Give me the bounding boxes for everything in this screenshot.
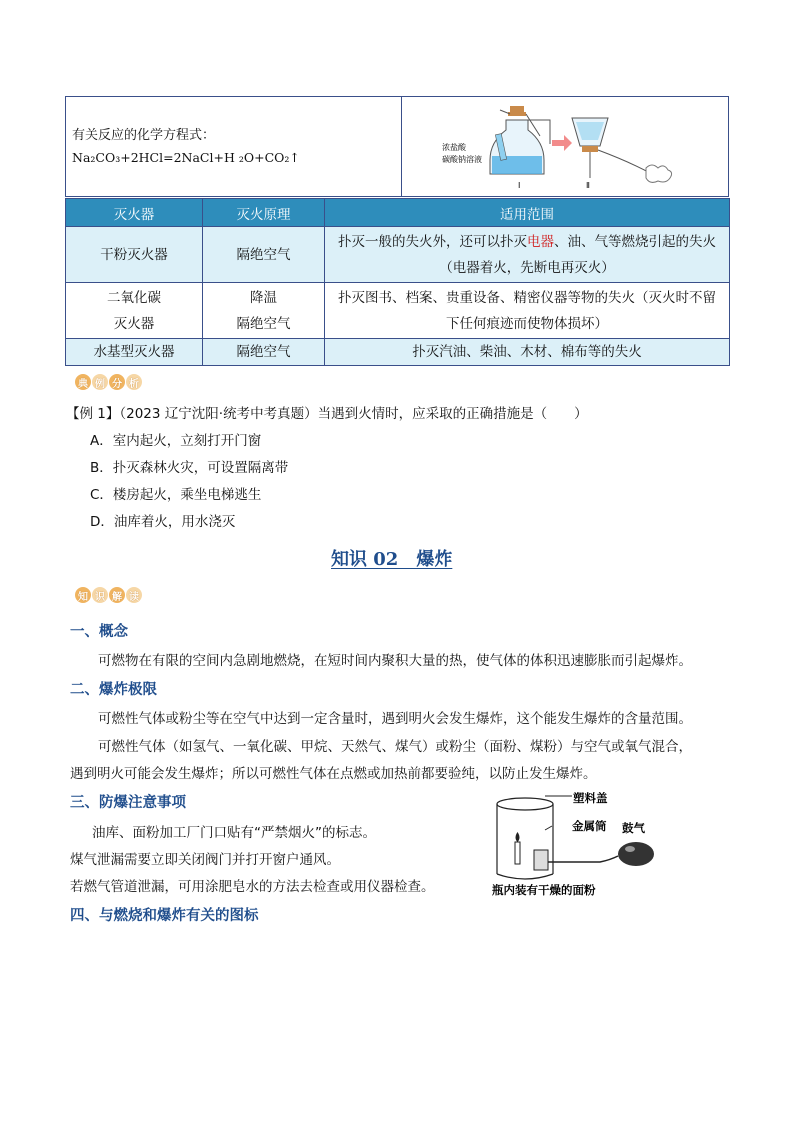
dust-explosion-figure xyxy=(490,790,670,902)
option-a: A．室内起火，立刻打开门窗 xyxy=(90,433,262,449)
co2-extinguisher-apparatus xyxy=(440,100,700,194)
chemical-equation: Na₂CO₃+2HCl=2NaCl+H ₂O+CO₂↑ xyxy=(72,150,300,165)
tag-char: 读 xyxy=(126,587,142,603)
extinguisher-table xyxy=(65,198,730,366)
scope-note: （电器着火，先断电再灭火） xyxy=(439,259,615,276)
scope-highlight: 电器 xyxy=(527,233,554,250)
prevention-line-1: 油库、面粉加工厂门口贴有“严禁烟火”的标志。 xyxy=(92,825,376,841)
option-d: D．油库着火，用水浇灭 xyxy=(90,514,236,530)
section-prevention-title: 三、防爆注意事项 xyxy=(70,795,186,811)
hose xyxy=(598,150,652,174)
tag-char: 识 xyxy=(92,587,108,603)
cell-name: 干粉灭火器 xyxy=(66,227,203,283)
foam xyxy=(646,165,672,182)
section-concept-title: 一、概念 xyxy=(70,624,128,640)
cell-scope xyxy=(325,227,730,283)
label-solution: 碳酸钠溶液 xyxy=(442,155,482,164)
metal-cylinder xyxy=(534,850,548,870)
scope-text: 扑灭一般的失火外，还可以扑灭 xyxy=(338,233,527,250)
prevention-line-3: 若燃气管道泄漏，可用涂肥皂水的方法去检查或用仪器检查。 xyxy=(70,879,435,895)
stopper-1b xyxy=(508,112,526,116)
table-row xyxy=(66,283,730,339)
tag-char: 知 xyxy=(75,587,91,603)
liquid-1 xyxy=(492,156,542,174)
can-bottom xyxy=(497,874,553,879)
label-i: Ⅰ xyxy=(518,181,521,190)
tag-char: 典 xyxy=(75,374,91,390)
label-acid: 浓盐酸 xyxy=(442,143,466,152)
option-c: C．楼房起火，乘坐电梯逃生 xyxy=(90,487,262,503)
label-can: 金属筒 xyxy=(572,819,607,833)
table-header-row xyxy=(66,199,730,227)
cell-name xyxy=(66,283,203,339)
cell-scope: 扑灭汽油、柴油、木材、棉布等的失火 xyxy=(325,339,730,366)
table-row xyxy=(66,227,730,283)
leader-can xyxy=(545,826,552,830)
prevention-line-2: 煤气泄漏需要立即关闭阀门并打开窗户通风。 xyxy=(70,852,340,868)
concept-text: 可燃物在有限的空间内急剧地燃烧，在短时间内聚积大量的热，使气体的体积迅速膨胀而引起爆炸。 xyxy=(98,653,692,669)
knowledge-reading-tag xyxy=(75,587,142,603)
scope-text: 下任何痕迹而使物体损坏） xyxy=(446,315,608,332)
tag-char: 分 xyxy=(109,374,125,390)
section-limit-title: 二、爆炸极限 xyxy=(70,682,157,698)
label-lid: 塑料盖 xyxy=(573,791,608,805)
example-question: 【例 1】（2023 辽宁沈阳·统考中考真题）当遇到火情时，应采取的正确措施是（ ） xyxy=(66,406,588,422)
header-scope: 适用范围 xyxy=(325,199,730,227)
scope-text: 扑灭图书、档案、贵重设备、精密仪器等物的失火（灭火时不留 xyxy=(338,289,716,306)
cell-name: 水基型灭火器 xyxy=(66,339,203,366)
option-b: B．扑灭森林火灾，可设置隔离带 xyxy=(90,460,289,476)
stopper-2 xyxy=(582,146,598,152)
example-analysis-tag xyxy=(75,374,142,390)
principle-line: 降温 xyxy=(250,289,277,306)
lid xyxy=(497,798,553,810)
rubber-bulb xyxy=(618,842,654,866)
limit-text-2: 可燃性气体（如氢气、一氧化碳、甲烷、天然气、煤气）或粉尘（面粉、煤粉）与空气或氧气混合， xyxy=(98,739,692,755)
cell-principle: 隔绝空气 xyxy=(203,339,325,366)
section-icons-title: 四、与燃烧和爆炸有关的图标 xyxy=(70,908,259,924)
label-ii: Ⅱ xyxy=(586,181,590,190)
tag-char: 解 xyxy=(109,587,125,603)
equation-label: 有关反应的化学方程式： xyxy=(72,128,216,143)
figure-caption: 瓶内装有干燥的面粉 xyxy=(492,883,596,897)
table-row xyxy=(66,339,730,366)
cell-scope xyxy=(325,283,730,339)
cell-principle: 隔绝空气 xyxy=(203,227,325,283)
label-bulb: 鼓气 xyxy=(622,821,645,835)
header-extinguisher: 灭火器 xyxy=(66,199,203,227)
tag-char: 析 xyxy=(126,374,142,390)
limit-text-3: 遇到明火可能会发生爆炸；所以可燃性气体在点燃或加热前都要验纯，以防止发生爆炸。 xyxy=(70,766,597,782)
name-line: 灭火器 xyxy=(113,315,155,332)
box-divider xyxy=(401,96,402,197)
tag-char: 例 xyxy=(92,374,108,390)
limit-text-1: 可燃性气体或粉尘等在空气中达到一定含量时，遇到明火会发生爆炸，这个能发生爆炸的含量范围。 xyxy=(98,711,692,727)
candle xyxy=(515,842,520,864)
cell-principle xyxy=(203,283,325,339)
principle-line: 隔绝空气 xyxy=(236,315,291,332)
stopper-1 xyxy=(510,106,524,112)
knowledge-heading: 知识 02 爆炸 xyxy=(331,549,453,570)
name-line: 二氧化碳 xyxy=(107,289,161,306)
flame-icon xyxy=(516,832,520,842)
air-tube xyxy=(548,856,618,862)
bulb-highlight xyxy=(625,846,635,852)
scope-text-2: 、油、气等燃烧引起的失火 xyxy=(554,233,716,250)
header-principle: 灭火原理 xyxy=(203,199,325,227)
arrow-icon xyxy=(552,135,572,151)
